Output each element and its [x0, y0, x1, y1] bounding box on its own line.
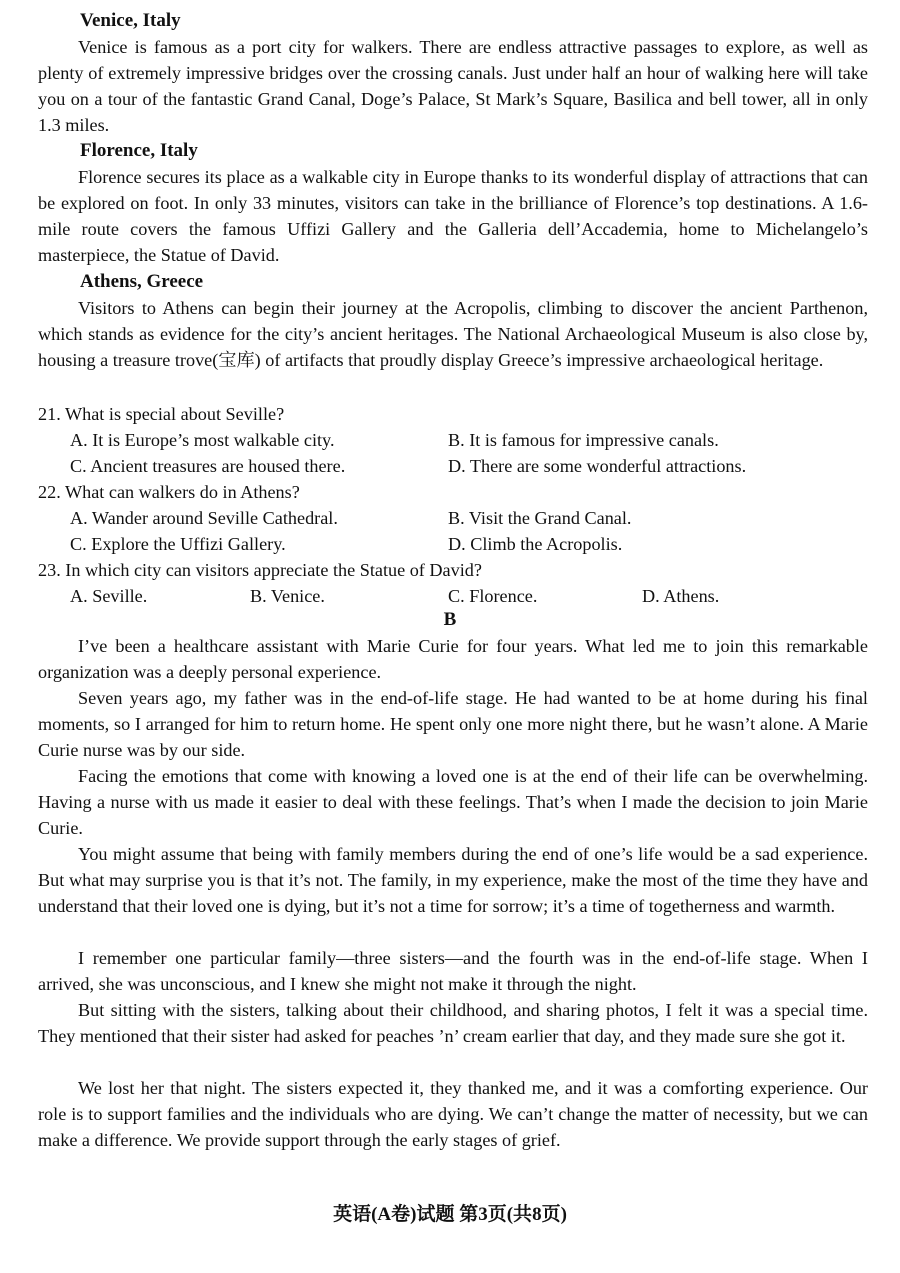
q22-option-a: A. Wander around Seville Cathedral.: [70, 508, 338, 528]
venice-heading: Venice, Italy: [80, 10, 181, 31]
passage-b-paragraph-5: I remember one particular family—three sisters—and the fourth was in the end-of-life stage. When I arrived, she was unconscious, and I knew she might not make it through the night.: [38, 948, 868, 994]
q21-option-c: C. Ancient treasures are housed there.: [70, 456, 346, 476]
question-23: 23. In which city can visitors appreciate the Statue of David?: [38, 560, 482, 580]
passage-b-paragraph-3: Facing the emotions that come with knowing a loved one is at the end of their life can be overwhelming. Having a nurse with us made it easier to deal with these feelings. That’s when I made the decision to join Marie Curie.: [38, 766, 868, 838]
passage-b-paragraph-6: But sitting with the sisters, talking about their childhood, and sharing photos, I felt it was a special time. They mentioned that their sister had asked for peaches ’n’ cream earlier that day, and they made sure she got it.: [38, 1000, 868, 1046]
section-b-label: B: [443, 609, 457, 630]
florence-heading: Florence, Italy: [80, 140, 198, 161]
florence-paragraph: Florence secures its place as a walkable city in Europe thanks to its wonderful display of attractions that can be explored on foot. In only 33 minutes, visitors can take in the brilliance of Florence’s top destinations. A 1.6-mile route covers the famous Uffizi Gallery and the Galleria dell’Accademia, home to Michelangelo’s masterpiece, the Statue of David.: [38, 167, 868, 265]
question-22: 22. What can walkers do in Athens?: [38, 482, 300, 502]
athens-heading: Athens, Greece: [80, 271, 204, 292]
passage-b-paragraph-1: I’ve been a healthcare assistant with Marie Curie for four years. What led me to join this remarkable organization was a deeply personal experience.: [38, 636, 868, 682]
q23-option-c: C. Florence.: [448, 586, 538, 606]
q22-option-b: B. Visit the Grand Canal.: [448, 508, 632, 528]
passage-b-paragraph-4: You might assume that being with family members during the end of one’s life would be a sad experience. But what may surprise you is that it’s not. The family, in my experience, make the most of the time they have and understand that their loved one is dying, but it’s not a time for sorrow; it’s a time of togetherness and warmth.: [38, 844, 868, 916]
q23-option-b: B. Venice.: [250, 586, 325, 606]
passage-b-paragraph-7: We lost her that night. The sisters expected it, they thanked me, and it was a comforting experience. Our role is to support families and the individuals who are dying. We can’t change the matter of necessity, but we can make a difference. We provide support through the early stages of grief.: [38, 1078, 868, 1150]
q21-option-d: D. There are some wonderful attractions.: [448, 456, 747, 476]
q23-option-d: D. Athens.: [642, 586, 720, 606]
q21-option-b: B. It is famous for impressive canals.: [448, 430, 719, 450]
athens-paragraph: Visitors to Athens can begin their journey at the Acropolis, climbing to discover the ancient Parthenon, which stands as evidence for the city’s ancient heritages. The National Archaeological Museum is also close by, housing a treasure trove(宝库) of artifacts that proudly display Greece’s impressive archaeological heritage.: [38, 298, 868, 370]
q22-option-c: C. Explore the Uffizi Gallery.: [70, 534, 286, 554]
question-21: 21. What is special about Seville?: [38, 404, 285, 424]
q21-option-a: A. It is Europe’s most walkable city.: [70, 430, 335, 450]
venice-paragraph: Venice is famous as a port city for walkers. There are endless attractive passages to explore, as well as plenty of extremely impressive bridges over the crossing canals. Just under half an hour of walking here will take you on a tour of the fantastic Grand Canal, Doge’s Palace, St Mark’s Square, Basilica and bell tower, all in only 1.3 miles.: [38, 37, 868, 135]
q23-option-a: A. Seville.: [70, 586, 148, 606]
passage-b-paragraph-2: Seven years ago, my father was in the end-of-life stage. He had wanted to be at home during his final moments, so I arranged for him to return home. He spent only one more night there, but he wasn’t alone. A Marie Curie nurse was by our side.: [38, 688, 868, 760]
page-footer: 英语(A卷)试题 第3页(共8页): [333, 1204, 567, 1225]
q22-option-d: D. Climb the Acropolis.: [448, 534, 623, 554]
